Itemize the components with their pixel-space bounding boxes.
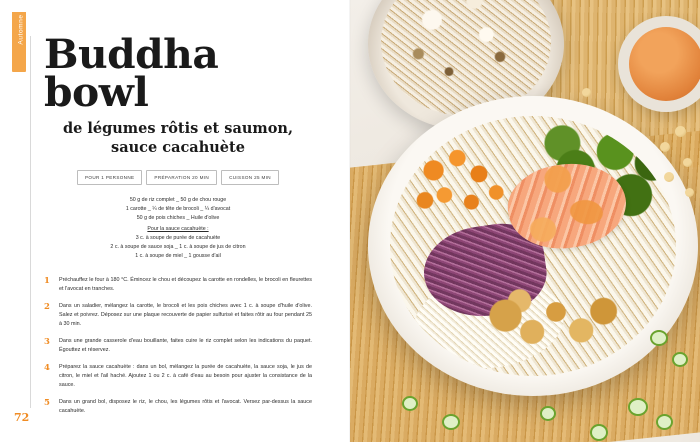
peanut bbox=[683, 158, 692, 167]
scallion-slice bbox=[672, 352, 688, 367]
ingredient-line: 50 g de riz complet _ 50 g de chou rouge bbox=[129, 196, 227, 203]
roasted-chickpeas bbox=[486, 286, 626, 360]
scallion-slice bbox=[402, 396, 418, 411]
buddha-bowl bbox=[368, 96, 698, 396]
ingredients-list bbox=[44, 196, 312, 262]
ingredient-line: 1 carotte _ ¼ de tête de brocoli _ ¼ d'avocat bbox=[125, 205, 231, 212]
step-item bbox=[44, 363, 312, 389]
meta-prep-time: PRÉPARATION 20 MIN bbox=[146, 170, 217, 185]
sauce-drizzle bbox=[486, 132, 653, 282]
step-item bbox=[44, 398, 312, 416]
step-number: 1 bbox=[44, 276, 50, 287]
recipe-meta-row bbox=[44, 170, 312, 185]
recipe-subtitle-line-2: sauce cacahuète bbox=[111, 138, 245, 156]
step-text: Dans un grand bol, disposez le riz, le chou, les légumes rôtis et l'avocat. Versez par-dessus la sauce cacahuète. bbox=[59, 398, 312, 414]
recipe-subtitle-line-1: de légumes rôtis et saumon, bbox=[62, 120, 293, 137]
page-title: Buddha bowl bbox=[44, 31, 219, 116]
step-item bbox=[44, 337, 312, 355]
scallion-slice bbox=[628, 398, 648, 416]
sauce-ingredient-line: 1 c. à soupe de miel _ 1 gousse d'ail bbox=[135, 253, 221, 260]
peanut-sauce bbox=[629, 27, 700, 101]
sauce-heading: Pour la sauce cacahuète : bbox=[147, 225, 209, 232]
scallion-slice bbox=[442, 414, 460, 430]
steps-list bbox=[44, 276, 312, 415]
ingredient-line: 50 g de pois chiches _ Huile d'olive bbox=[136, 214, 220, 221]
sauce-ingredient-line: 3 c. à soupe de purée de cacahuète bbox=[135, 235, 221, 242]
right-page bbox=[350, 0, 700, 442]
page-gutter bbox=[349, 0, 351, 442]
dish-photo bbox=[350, 0, 700, 442]
step-number: 4 bbox=[44, 363, 50, 374]
peanut bbox=[660, 142, 670, 152]
season-tab-label: Automne bbox=[17, 14, 25, 45]
step-text: Préparez la sauce cacahuète : dans un bol, mélangez la purée de cacahuète, la sauce soja, le jus de citron, le miel et l'ail haché. Ajoutez 1 ou 2 c. à café d'eau au besoin pour ajuster la consistance de la sauce. bbox=[59, 364, 312, 388]
peanut bbox=[685, 188, 694, 197]
peanut bbox=[664, 172, 674, 182]
peanut bbox=[675, 126, 686, 137]
scallion-slice bbox=[590, 424, 608, 441]
step-item bbox=[44, 302, 312, 328]
step-text: Préchauffez le four à 180 °C. Émincez le chou et découpez la carotte en rondelles, le brocoli en fleurettes et l'avocat en tranches. bbox=[59, 277, 312, 293]
recipe-subtitle bbox=[44, 120, 312, 157]
season-tab bbox=[12, 12, 26, 72]
meta-cook-time: CUISSON 25 MIN bbox=[221, 170, 279, 185]
page-number: 72 bbox=[14, 411, 30, 424]
scallion-slice bbox=[656, 414, 673, 430]
recipe-content bbox=[44, 31, 312, 424]
bowl-contents bbox=[390, 116, 676, 376]
step-number: 3 bbox=[44, 337, 50, 348]
step-number: 2 bbox=[44, 302, 50, 313]
step-text: Dans une grande casserole d'eau bouillante, faites cuire le riz complet selon les indications du paquet. Égouttez et réservez. bbox=[59, 338, 312, 353]
scallion-slice bbox=[650, 330, 668, 346]
step-item bbox=[44, 276, 312, 294]
scallion-slice bbox=[540, 406, 556, 421]
peanut bbox=[582, 88, 591, 97]
step-text: Dans un saladier, mélangez la carotte, le brocoli et les pois chiches avec 1 c. à soupe d'huile d'olive. Salez et poivrez. Déposez sur une plaque recouverte de papier sulfurisé et faites rôtir au four pendant 25 à 30 min. bbox=[59, 303, 312, 327]
step-number: 5 bbox=[44, 397, 50, 408]
vertical-rule bbox=[30, 36, 31, 408]
sauce-ingredient-line: 2 c. à soupe de sauce soja _ 1 c. à soupe de jus de citron bbox=[110, 244, 246, 251]
meta-servings: POUR 1 PERSONNE bbox=[77, 170, 142, 185]
